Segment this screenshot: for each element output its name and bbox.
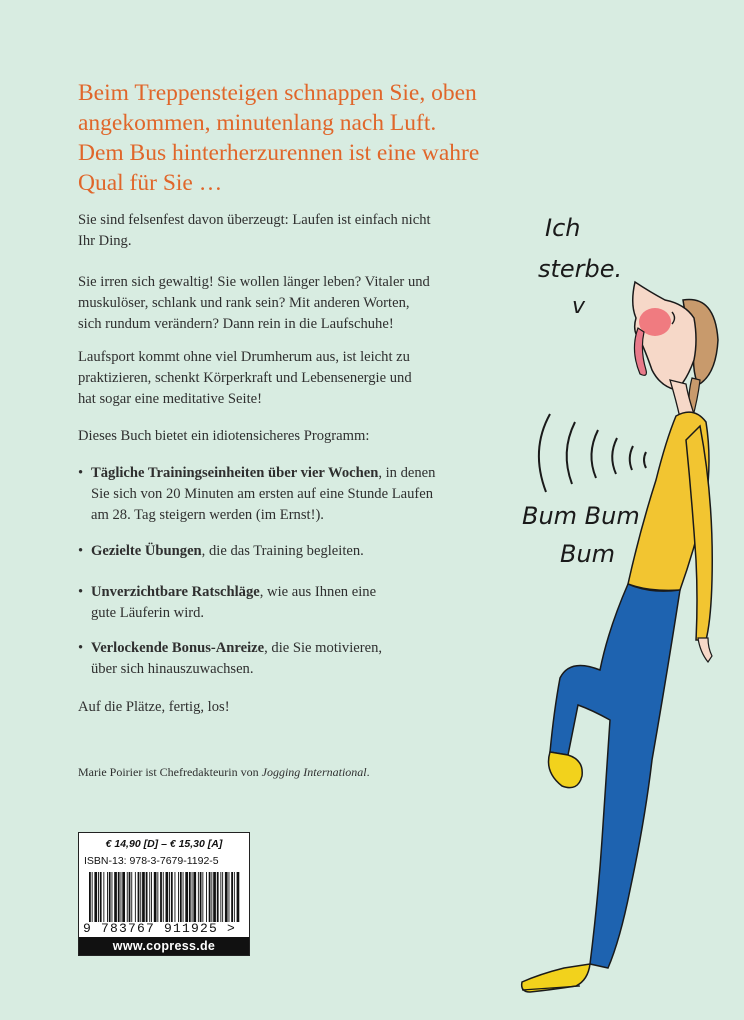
closing-line: Auf die Plätze, fertig, los! — [78, 699, 230, 715]
barcode-bar — [112, 872, 113, 922]
barcode-bar — [171, 872, 173, 922]
paragraph-3 — [78, 347, 518, 410]
barcode-bar — [160, 872, 162, 922]
bullet-item — [78, 463, 518, 526]
paragraph-4 — [78, 426, 518, 447]
barcode-box — [78, 832, 250, 956]
barcode-bar — [103, 872, 104, 922]
barcode-bar — [89, 872, 91, 922]
price-label: € 14,90 [D] – € 15,30 [A] — [105, 838, 223, 850]
speech-text-line-2: sterbe. — [538, 255, 623, 283]
barcode-bar — [231, 872, 233, 922]
magazine-name: Jogging International — [261, 765, 367, 779]
barcode-bar — [127, 872, 128, 922]
barcode-bar — [151, 872, 152, 922]
text-line: praktizieren, schenkt Körperkraft und Lebensenergie und — [78, 370, 412, 386]
barcode-bar — [234, 872, 235, 922]
barcode-bar — [129, 872, 131, 922]
barcode-bar — [98, 872, 99, 922]
bullet-line: am 28. Tag steigern werden (im Ernst!). — [91, 507, 324, 523]
bullet-rest: , in denen — [378, 465, 436, 481]
barcode-bar — [154, 872, 157, 922]
shoe-raised — [549, 752, 583, 788]
headline-line: Dem Bus hinterherzurennen ist eine wahre — [78, 140, 480, 166]
barcode-bar — [114, 872, 117, 922]
barcode-bar — [107, 872, 108, 922]
isbn-label: ISBN-13: 978-3-7679-1192-5 — [84, 855, 219, 867]
headline-line: Qual für Sie … — [78, 170, 223, 196]
barcode-bar — [211, 872, 212, 922]
barcode-bar — [118, 872, 120, 922]
bullet-bold: Gezielte Übungen — [91, 543, 202, 559]
bullet-bold: Verlockende Bonus-Anreize — [91, 640, 265, 656]
bullet-rest: , wie aus Ihnen eine — [259, 584, 377, 600]
barcode-bar — [121, 872, 122, 922]
text-line: sich rundum verändern? Dann rein in die Laufschuhe! — [78, 316, 394, 332]
speech-arrow: v — [572, 294, 586, 319]
barcode-bar — [193, 872, 196, 922]
barcode-bar — [169, 872, 170, 922]
barcode-bar — [146, 872, 148, 922]
barcode-bar — [94, 872, 97, 922]
barcode-bar — [200, 872, 202, 922]
barcode-image — [87, 872, 241, 922]
sound-text-line-1: Bum Bum — [522, 502, 640, 530]
paragraph-1 — [78, 210, 518, 252]
bullet-line: über sich hinauszuwachsen. — [91, 661, 254, 677]
barcode-bar — [183, 872, 184, 922]
headline — [78, 78, 548, 198]
text-line: Sie sind felsenfest davon überzeugt: Laufen ist einfach nicht — [78, 212, 431, 228]
bullet-rest: , die das Training begleiten. — [201, 543, 364, 559]
author-suffix: . — [366, 765, 370, 779]
barcode-bar — [138, 872, 140, 922]
sound-text-line-2: Bum — [560, 540, 616, 568]
barcode-bar — [142, 872, 145, 922]
barcode-bar — [206, 872, 207, 922]
hand-shape — [698, 638, 712, 662]
barcode-bar — [178, 872, 179, 922]
barcode-bar — [202, 872, 203, 922]
barcode-bar — [92, 872, 93, 922]
barcode-bar — [135, 872, 136, 922]
bullet-item — [78, 541, 518, 562]
barcode-bar — [198, 872, 199, 922]
barcode-bar — [100, 872, 102, 922]
bullet-text — [78, 638, 518, 659]
website-label: www.copress.de — [79, 937, 249, 955]
bullet-line: Sie sich von 20 Minuten am ersten auf eine Stunde Laufen — [91, 486, 434, 502]
author-note — [78, 764, 518, 780]
barcode-bar — [163, 872, 164, 922]
barcode-bar — [189, 872, 191, 922]
barcode-bar — [122, 872, 125, 922]
barcode-bar — [185, 872, 188, 922]
barcode-bar — [166, 872, 169, 922]
bullet-text — [78, 582, 518, 603]
barcode-bar — [225, 872, 228, 922]
text-line: muskulöser, schlank und rank sein? Mit anderen Worten, — [78, 295, 410, 311]
bullet-symbol: • — [78, 584, 84, 600]
text-line: Dieses Buch bietet ein idiotensicheres Programm: — [78, 428, 370, 444]
bullet-symbol: • — [78, 543, 84, 559]
barcode-bar — [213, 872, 216, 922]
barcode-bar — [175, 872, 176, 922]
text-line: Sie irren sich gewaltig! Sie wollen länger leben? Vitaler und — [78, 274, 430, 290]
bullet-text — [78, 541, 518, 562]
text-line: Ihr Ding. — [78, 233, 132, 249]
bullet-bold: Tägliche Trainingseinheiten über vier Wochen — [91, 465, 379, 481]
barcode-bar — [217, 872, 219, 922]
bullet-item — [78, 582, 518, 624]
bullet-rest: , die Sie motivieren, — [264, 640, 383, 656]
bullet-bold: Unverzichtbare Ratschläge — [91, 584, 260, 600]
barcode-bar — [149, 872, 150, 922]
barcode-bar — [131, 872, 132, 922]
barcode-bar — [209, 872, 211, 922]
text-line: hat sogar eine meditative Seite! — [78, 391, 262, 407]
barcode-bar — [140, 872, 141, 922]
runner-illustration — [480, 200, 744, 1010]
speech-text-line-1: Ich — [545, 214, 581, 242]
barcode-bar — [220, 872, 221, 922]
headline-line: angekommen, minutenlang nach Luft. — [78, 110, 437, 136]
text-line: Laufsport kommt ohne viel Drumherum aus, ist leicht zu — [78, 349, 410, 365]
barcode-bar — [229, 872, 230, 922]
bullet-text — [78, 463, 518, 484]
barcode-bar — [157, 872, 158, 922]
heartbeat-lines — [539, 414, 646, 492]
barcode-bar — [237, 872, 240, 922]
barcode-bar — [192, 872, 193, 922]
bullet-item — [78, 638, 518, 680]
bullet-symbol: • — [78, 465, 84, 481]
barcode-digits: 9 783767 911925 > — [83, 921, 237, 936]
headline-line: Beim Treppensteigen schnappen Sie, oben — [78, 80, 477, 106]
barcode-bar — [180, 872, 182, 922]
author-prefix: Marie Poirier ist Chefredakteurin von — [78, 765, 262, 779]
barcode-bar — [109, 872, 111, 922]
paragraph-2 — [78, 272, 518, 335]
bullet-line: gute Läuferin wird. — [91, 605, 205, 621]
bullet-symbol: • — [78, 640, 84, 656]
barcode-bar — [222, 872, 223, 922]
